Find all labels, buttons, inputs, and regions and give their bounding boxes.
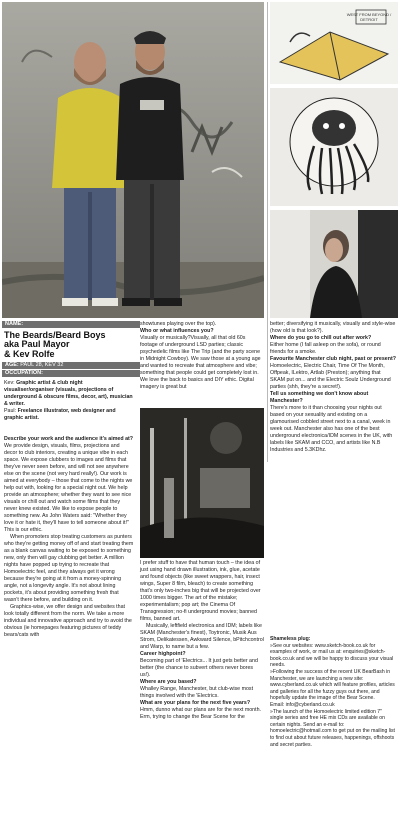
plug-websites[interactable]: »See our websites: www.sketch-book.co.uk for examples of work, or mail us at: enquiries@sketch-book.co.uk and we will be happy to discuss your visual needs. bbox=[270, 642, 394, 669]
shameless-plug bbox=[270, 636, 396, 748]
col2-q-based: Where are you based? bbox=[140, 679, 197, 685]
illustration-creature bbox=[270, 88, 398, 206]
col2-a-based: Whalley Range, Manchester, but club-wise most things involved with the 'Electrics. bbox=[140, 686, 254, 699]
vertical-divider bbox=[267, 2, 268, 462]
col2-a0: showtunes playing over the top). bbox=[140, 321, 217, 327]
col1-a3: Graphics-wise, we offer design and websites that look totally different from the norm. We take a more individual and innovative approach and try to avoid the obvious (ie homepages featuring pictures of teddy bears/cats with bbox=[4, 604, 132, 638]
col2-a-career: Becoming part of 'Electrics... It just gets better and better (the chance to subvert others never bores us!). bbox=[140, 658, 258, 678]
photo-woman bbox=[270, 210, 398, 318]
col2-b-a1: Musically, leftfield electronica and IDM; labels like SKAM (Manchester's finest), Toytronic, Musik Aus Strom, Delikatessen, Awkward Silence, bPitchcontrol and Warp, to name but a few. bbox=[140, 623, 264, 650]
kev-role: Graphic artist & club night visualiser/organiser (visuals, projections of underground & obscure films, decor, art), musician & writer. bbox=[4, 380, 133, 407]
illustration-machine bbox=[270, 2, 398, 84]
plug-cyberland[interactable]: »Following the success of the recent UK BearBash in Manchester, we are launching a new site: www.cyberland.co.uk which will feature profiles, articles and galleries for all the fuzzy guys out there, and hopefully update the image of the Bear Scene. bbox=[270, 668, 395, 702]
photo-club-projection bbox=[140, 408, 264, 558]
name-label: NAME: bbox=[2, 321, 140, 328]
occupation-label: OCCUPATION: bbox=[2, 370, 140, 377]
col2-a-influences: Visually or musically?Visually, all that old 60s footage of underground LSD parties; classic psychedelic films like The Trip (and the party scene in Midnight Cowboy). We saw those at a young age and wanted to recreate that atmosphere and vibe; something that people could get completely lost in. We love the back to basics and DIY ethic. Digital imagery is great but bbox=[140, 335, 261, 390]
col2-a-plans: Hmm, dunno what our plans are for the next month. Erm, trying to change the Bear Scene for the bbox=[140, 707, 262, 720]
age-value: PAUL 28, KEV 32 bbox=[20, 362, 64, 368]
col3-a-chill: Either home (I fall asleep on the sofa), or round friends for a smoke. bbox=[270, 342, 381, 355]
illustration-caption: WEST FROM BEYOND / DETROIT bbox=[346, 12, 392, 22]
col1-a2: When promoters stop treating customers as punters who they're getting money off of and start treating them as a blank canvas waiting to be exposed to something new, only then will gay clubbing get better. A million nights have popped up trying to recreate that Homoelectric feel, and they always get it wrong because they're going at it from a money-spinning angle, not a longevity angle. It's not about lining pockets, it's about providing something fresh that wasn't there before, and building on it. bbox=[4, 534, 134, 603]
age-label: AGE: bbox=[5, 362, 19, 368]
occupation-text bbox=[4, 380, 134, 422]
col2-q-influences: Who or what influences you? bbox=[140, 328, 214, 334]
col1-q-work: Describe your work and the audience it's aimed at? bbox=[4, 436, 134, 442]
col1 bbox=[4, 436, 134, 639]
col2-b-a0: I prefer stuff to have that human touch – the idea of just using hand drawn illustration, ink, glue, acetate and found objects (like sweet wrappers, hair, insect wings, Super 8 film, bleach) to create something that's only two-inches big that will be projected over 1000 times bigger. The art of the mistake; experimentalism; pop art; the Cinema Of Transgression; no-fi underground movies; banned films, banned art. bbox=[140, 560, 261, 622]
plug-title: Shameless plug: bbox=[270, 636, 311, 642]
col2-top bbox=[140, 321, 264, 391]
paul-name: Paul: bbox=[4, 408, 17, 414]
col2-bottom bbox=[140, 560, 264, 721]
col3-a-favourite: Homoelectric, Electric Chair, Time Of The Month, Offpeak, ILektro, Artlab (Preston); anything that SKAM put on... and the Electric Soulz Underground parties (shh, they're a secret!). bbox=[270, 363, 391, 390]
col3-a-manchester: There's more to it than choosing your nights out based on your sexuality and existing on a glamourised cobbled street next to a canal, week in week out. Manchester also has one of the best underground electronica/IDM scenes in the UK, with labels like SKAM and CCO, and artists like N.B Industries and 5.3KDhz. bbox=[270, 405, 393, 453]
col2-q-plans: What are your plans for the next five years? bbox=[140, 700, 251, 706]
name-line-2: aka Paul Mayor bbox=[4, 339, 70, 350]
col3-q-favourite: Favourite Manchester club night, past or present? bbox=[270, 356, 396, 362]
plug-email[interactable]: Email: info@cyberland.co.uk bbox=[270, 701, 335, 708]
col3-a0: better; diversifying it musically, visually and style-wise (how old is that look?). bbox=[270, 321, 396, 334]
col1-a1: We provide design, visuals, films, projections and decor to club interiors, creating a unique vibe in each space. We expose clubbers to images and films that they've never seen before, and will not see anywhere else on the scene (not very hard really!). Our work is aimed at everybody – those that come to the nights we help out with, looking for a special night out. We help provide an atmosphere; whether they want to see nice visuals or chill out and watch some films that they never knew existed. We like to expose people to something new. As John Waters said: "Whether they love it or hate it, they'll have to tell someone about it!" This is our ethic. bbox=[4, 443, 133, 533]
profile-name bbox=[4, 331, 134, 359]
col3 bbox=[270, 321, 396, 454]
kev-name: Kev: bbox=[4, 380, 15, 386]
col2-q-career: Career highpoint? bbox=[140, 651, 186, 657]
name-line-3: & Kev Rolfe bbox=[4, 348, 55, 359]
name-line-1: The Beards/Beard Boys bbox=[4, 330, 106, 340]
main-photo bbox=[2, 2, 264, 318]
paul-role: Freelance illustrator, web designer and graphic artist. bbox=[4, 408, 116, 421]
plug-homoelectric[interactable]: »The launch of the Homoelectric limited edition 7" single series and free HE mix CDs are available on certain nights. Send an e-mail to: homoelectric@hotmail.com to get put on the mailing list to find out about future releases, happenings, offshoots and secret parties. bbox=[270, 708, 395, 748]
col3-q-chill: Where do you go to chill out after work? bbox=[270, 335, 372, 341]
col3-q-manchester: Tell us something we don't know about Manchester? bbox=[270, 391, 369, 404]
age-label-bar bbox=[2, 362, 140, 369]
